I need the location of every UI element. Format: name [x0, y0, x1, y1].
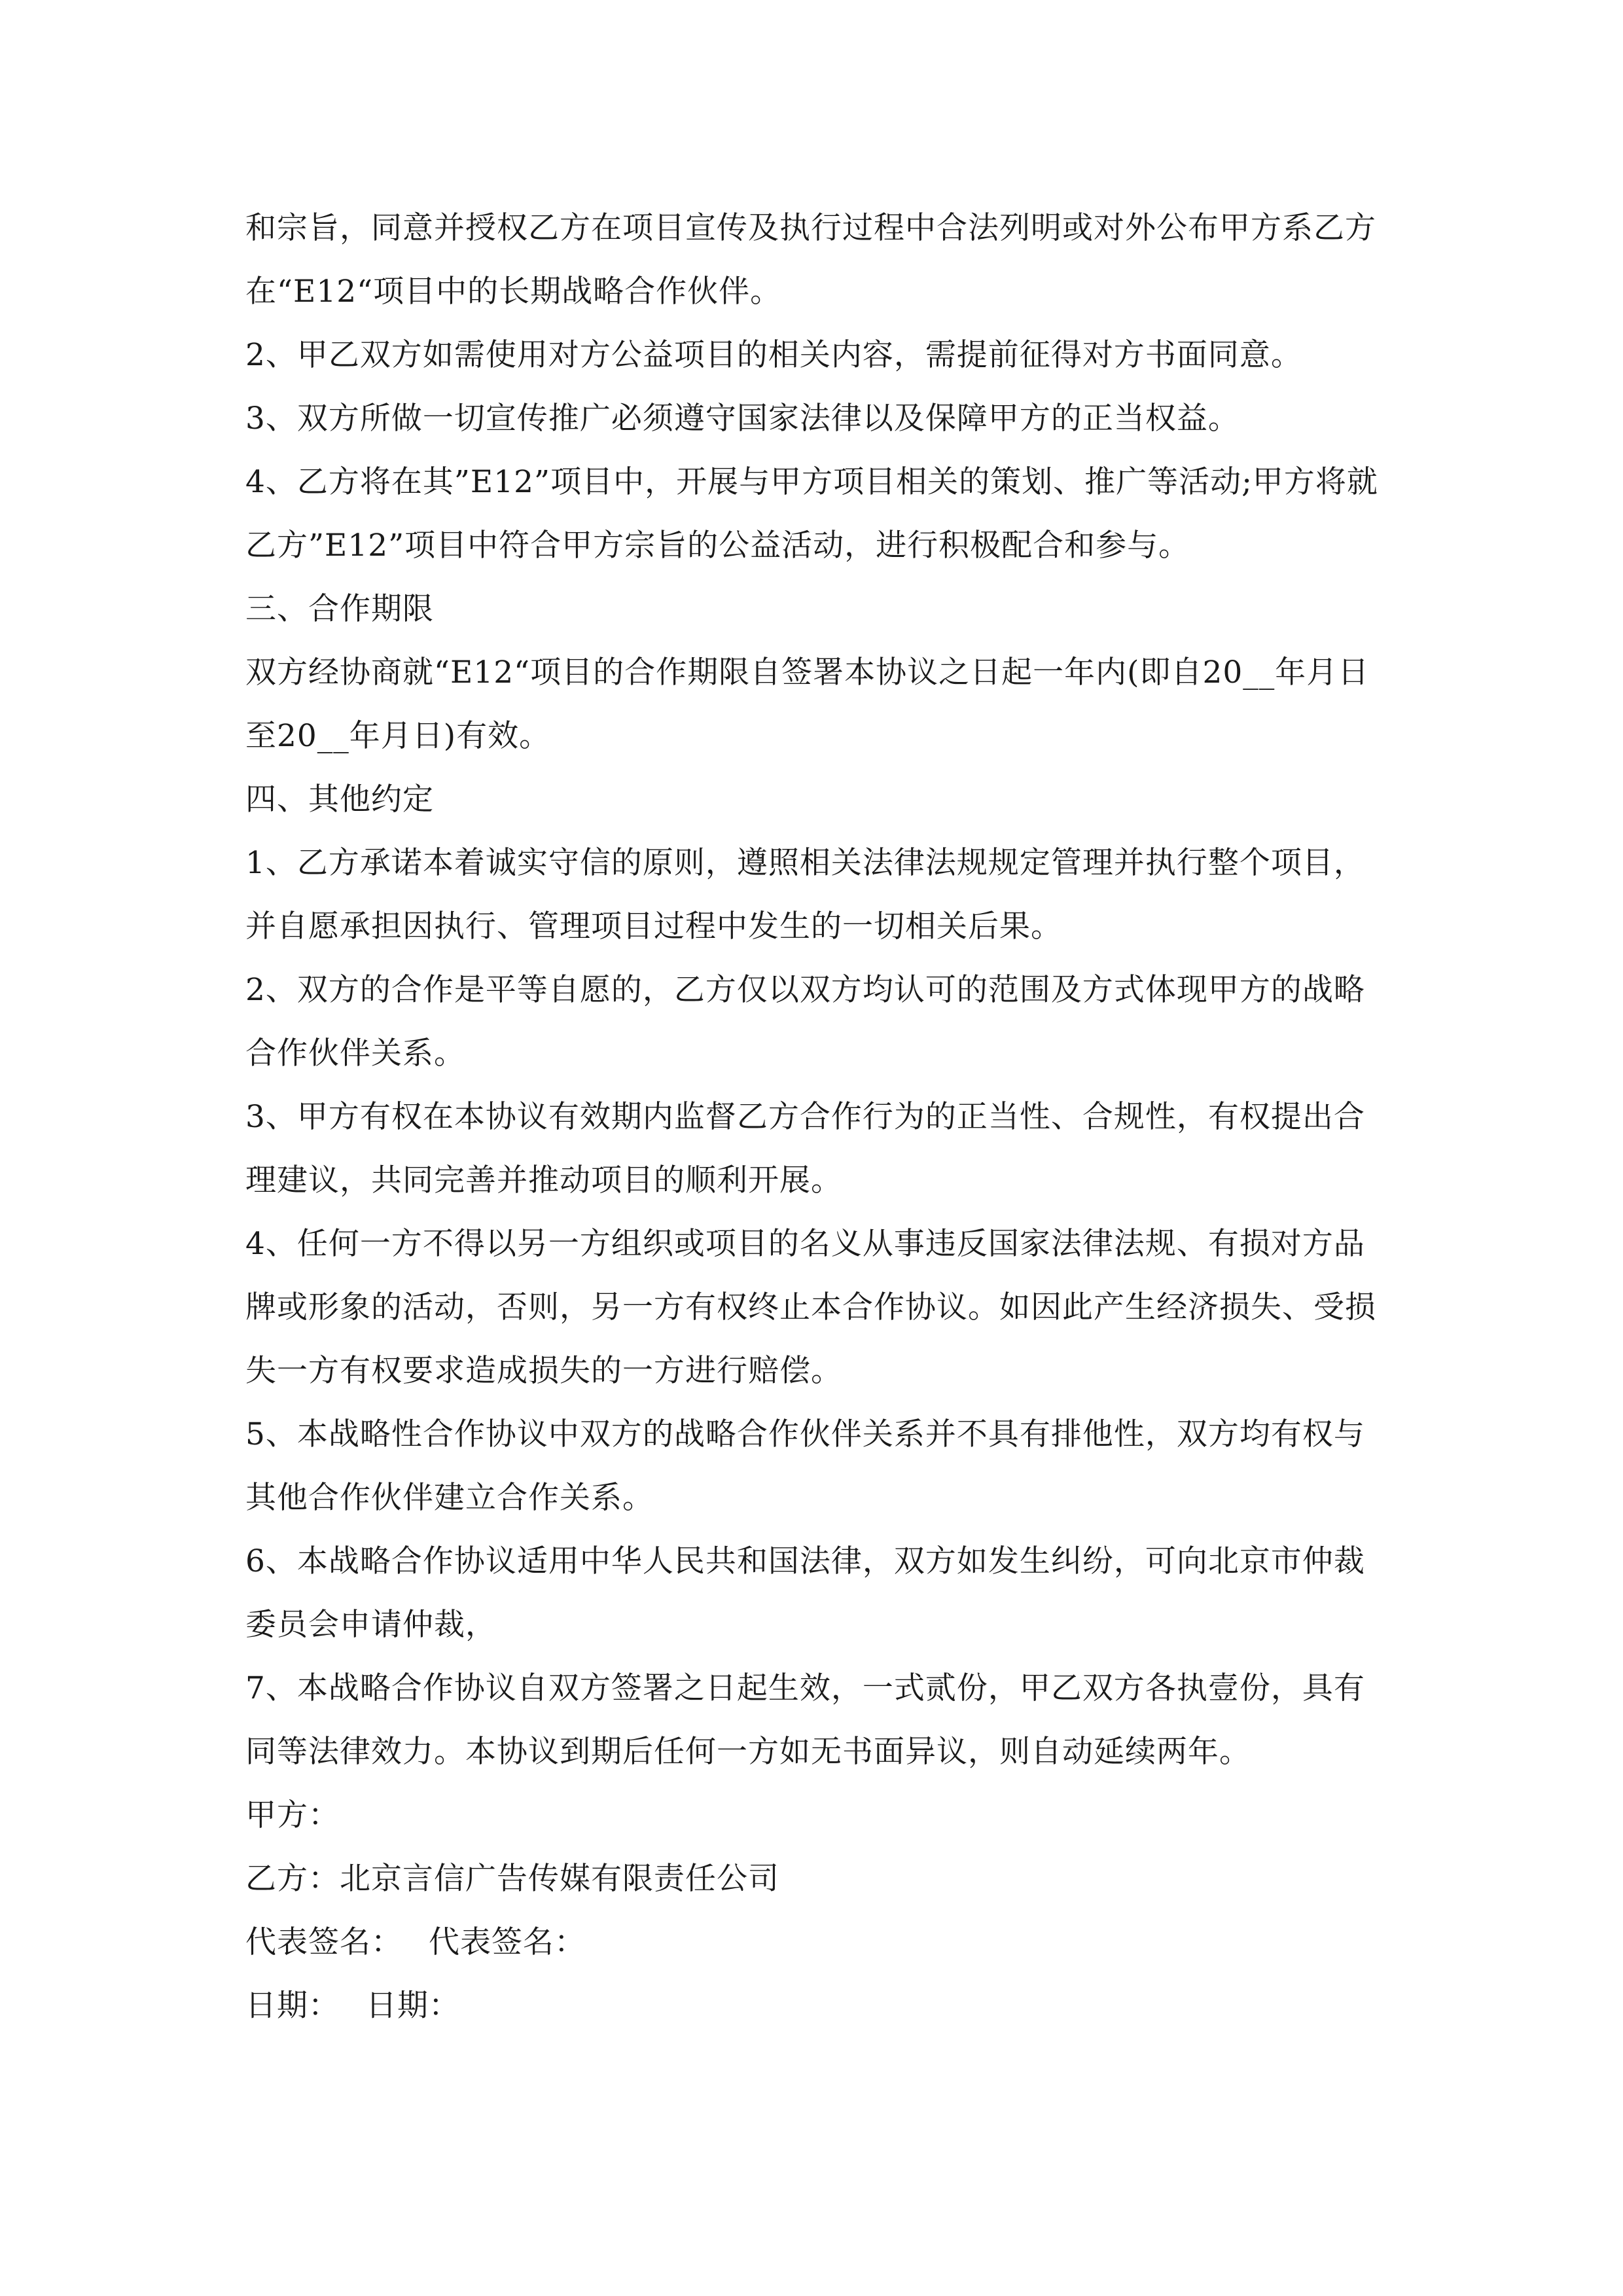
signature-representatives — [245, 1910, 1381, 1974]
document-body — [245, 196, 1381, 2037]
paragraph-clause-2-4: 4、乙方将在其”E12”项目中，开展与甲方项目相关的策划、推广等活动;甲方将就乙方”E12”项目中符合甲方宗旨的公益活动，进行积极配合和参与。 — [245, 464, 1378, 564]
section-heading-other: 四、其他约定 — [245, 781, 434, 817]
paragraph-other-4: 4、任何一方不得以另一方组织或项目的名义从事违反国家法律法规、有损对方品牌或形象的活动，否则，另一方有权终止本合作协议。如因此产生经济损失、受损失一方有权要求造成损失的一方进行赔偿。 — [245, 1226, 1376, 1389]
paragraph-other-5: 5、本战略性合作协议中双方的战略合作伙伴关系并不具有排他性，双方均有权与其他合作伙伴建立合作关系。 — [245, 1416, 1365, 1516]
paragraph-other-1: 1、乙方承诺本着诚实守信的原则，遵照相关法律法规规定管理并执行整个项目，并自愿承担因执行、管理项目过程中发生的一切相关后果。 — [245, 845, 1365, 944]
paragraph-other-7: 7、本战略合作协议自双方签署之日起生效，一式贰份，甲乙双方各执壹份，具有同等法律效力。本协议到期后任何一方如无书面异议，则自动延续两年。 — [245, 1670, 1365, 1770]
paragraph-clause-2-3: 3、双方所做一切宣传推广必须遵守国家法律以及保障甲方的正当权益。 — [245, 401, 1240, 437]
signature-date-b: 日期： — [366, 1988, 460, 2024]
paragraph-term: 双方经协商就“E12“项目的合作期限自签署本协议之日起一年内(即自20__年月日至20__年月日)有效。 — [245, 655, 1370, 754]
paragraph-other-6: 6、本战略合作协议适用中华人民共和国法律，双方如发生纠纷，可向北京市仲裁委员会申请仲裁， — [245, 1543, 1365, 1643]
paragraph-intro-continuation: 和宗旨，同意并授权乙方在项目宣传及执行过程中合法列明或对外公布甲方系乙方在“E12“项目中的长期战略合作伙伴。 — [245, 210, 1376, 310]
signature-party-b: 乙方：北京言信广告传媒有限责任公司 — [245, 1861, 779, 1897]
signature-party-a: 甲方： — [245, 1797, 340, 1833]
paragraph-other-2: 2、双方的合作是平等自愿的，乙方仅以双方均认可的范围及方式体现甲方的战略合作伙伴关系。 — [245, 972, 1365, 1071]
signature-date-a: 日期： — [245, 1988, 340, 2024]
section-heading-term: 三、合作期限 — [245, 591, 434, 627]
paragraph-other-3: 3、甲方有权在本协议有效期内监督乙方合作行为的正当性、合规性，有权提出合理建议，共同完善并推动项目的顺利开展。 — [245, 1099, 1365, 1198]
signature-rep-b: 代表签名： — [429, 1924, 586, 1960]
paragraph-clause-2-2: 2、甲乙双方如需使用对方公益项目的相关内容，需提前征得对方书面同意。 — [245, 337, 1302, 373]
signature-dates — [245, 1974, 1381, 2037]
signature-rep-a: 代表签名： — [245, 1924, 402, 1960]
